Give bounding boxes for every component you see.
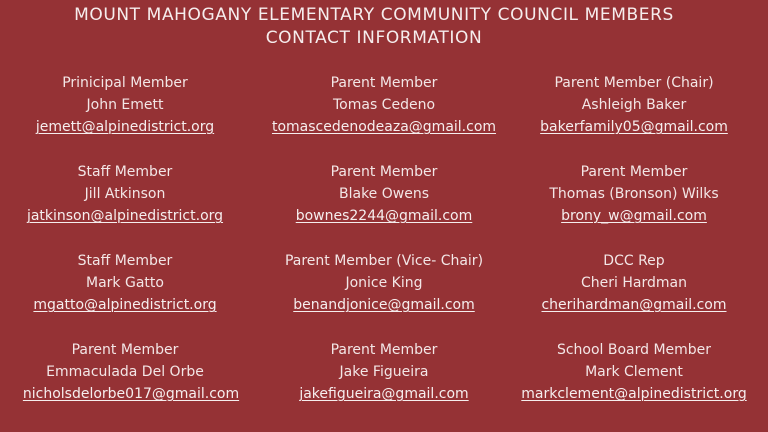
member-card [254, 250, 514, 316]
member-email-link[interactable]: benandjonice@gmail.com [293, 297, 475, 313]
member-email-link[interactable]: jakefigueira@gmail.com [299, 386, 469, 402]
member-name: Emmaculada Del Orbe [46, 364, 204, 380]
member-email-link[interactable]: bakerfamily05@gmail.com [540, 119, 728, 135]
member-card [512, 161, 756, 227]
page-title-line-2: CONTACT INFORMATION [265, 28, 483, 48]
member-card [254, 161, 514, 227]
member-name: Ashleigh Baker [581, 97, 687, 113]
member-email-link[interactable]: mgatto@alpinedistrict.org [33, 297, 217, 313]
member-email-link[interactable]: cherihardman@gmail.com [541, 297, 727, 313]
member-name: Jonice King [345, 275, 423, 291]
member-name: John Emett [86, 97, 164, 113]
member-email-link[interactable]: tomascedenodeaza@gmail.com [271, 119, 497, 135]
member-email-link[interactable]: jatkinson@alpinedistrict.org [26, 208, 224, 224]
member-role: Prinicipal Member [62, 75, 188, 91]
member-role: Parent Member [330, 164, 438, 180]
member-role: Parent Member [330, 75, 438, 91]
member-role: Staff Member [77, 253, 173, 269]
page-title [0, 4, 748, 50]
member-role: Parent Member [330, 342, 438, 358]
member-card [0, 339, 250, 405]
member-role: Parent Member [580, 164, 688, 180]
member-card [0, 161, 250, 227]
member-card [512, 250, 756, 316]
member-name: Mark Clement [585, 364, 683, 380]
member-name: Jill Atkinson [84, 186, 166, 202]
member-card [254, 339, 514, 405]
member-name: Jake Figueira [339, 364, 429, 380]
member-card [512, 72, 756, 138]
member-name: Thomas (Bronson) Wilks [549, 186, 719, 202]
member-role: Parent Member (Chair) [554, 75, 714, 91]
member-card [512, 339, 756, 405]
member-role: DCC Rep [603, 253, 665, 269]
member-role: School Board Member [556, 342, 712, 358]
member-role: Parent Member (Vice- Chair) [284, 253, 484, 269]
member-email-link[interactable]: bownes2244@gmail.com [295, 208, 473, 224]
member-name: Tomas Cedeno [332, 97, 436, 113]
member-card [254, 72, 514, 138]
member-email-link[interactable]: brony_w@gmail.com [561, 208, 707, 224]
member-card [0, 250, 250, 316]
member-email-link[interactable]: nicholsdelorbe017@gmail.com [22, 386, 240, 402]
member-role: Parent Member [71, 342, 179, 358]
member-name: Cheri Hardman [581, 275, 687, 291]
page-title-line-1: MOUNT MAHOGANY ELEMENTARY COMMUNITY COUNCIL MEMBERS [74, 5, 674, 25]
member-email-link[interactable]: markclement@alpinedistrict.org [521, 386, 747, 402]
member-name: Mark Gatto [86, 275, 164, 291]
member-card [0, 72, 250, 138]
member-email-link[interactable]: jemett@alpinedistrict.org [35, 119, 215, 135]
member-role: Staff Member [77, 164, 173, 180]
member-name: Blake Owens [339, 186, 429, 202]
